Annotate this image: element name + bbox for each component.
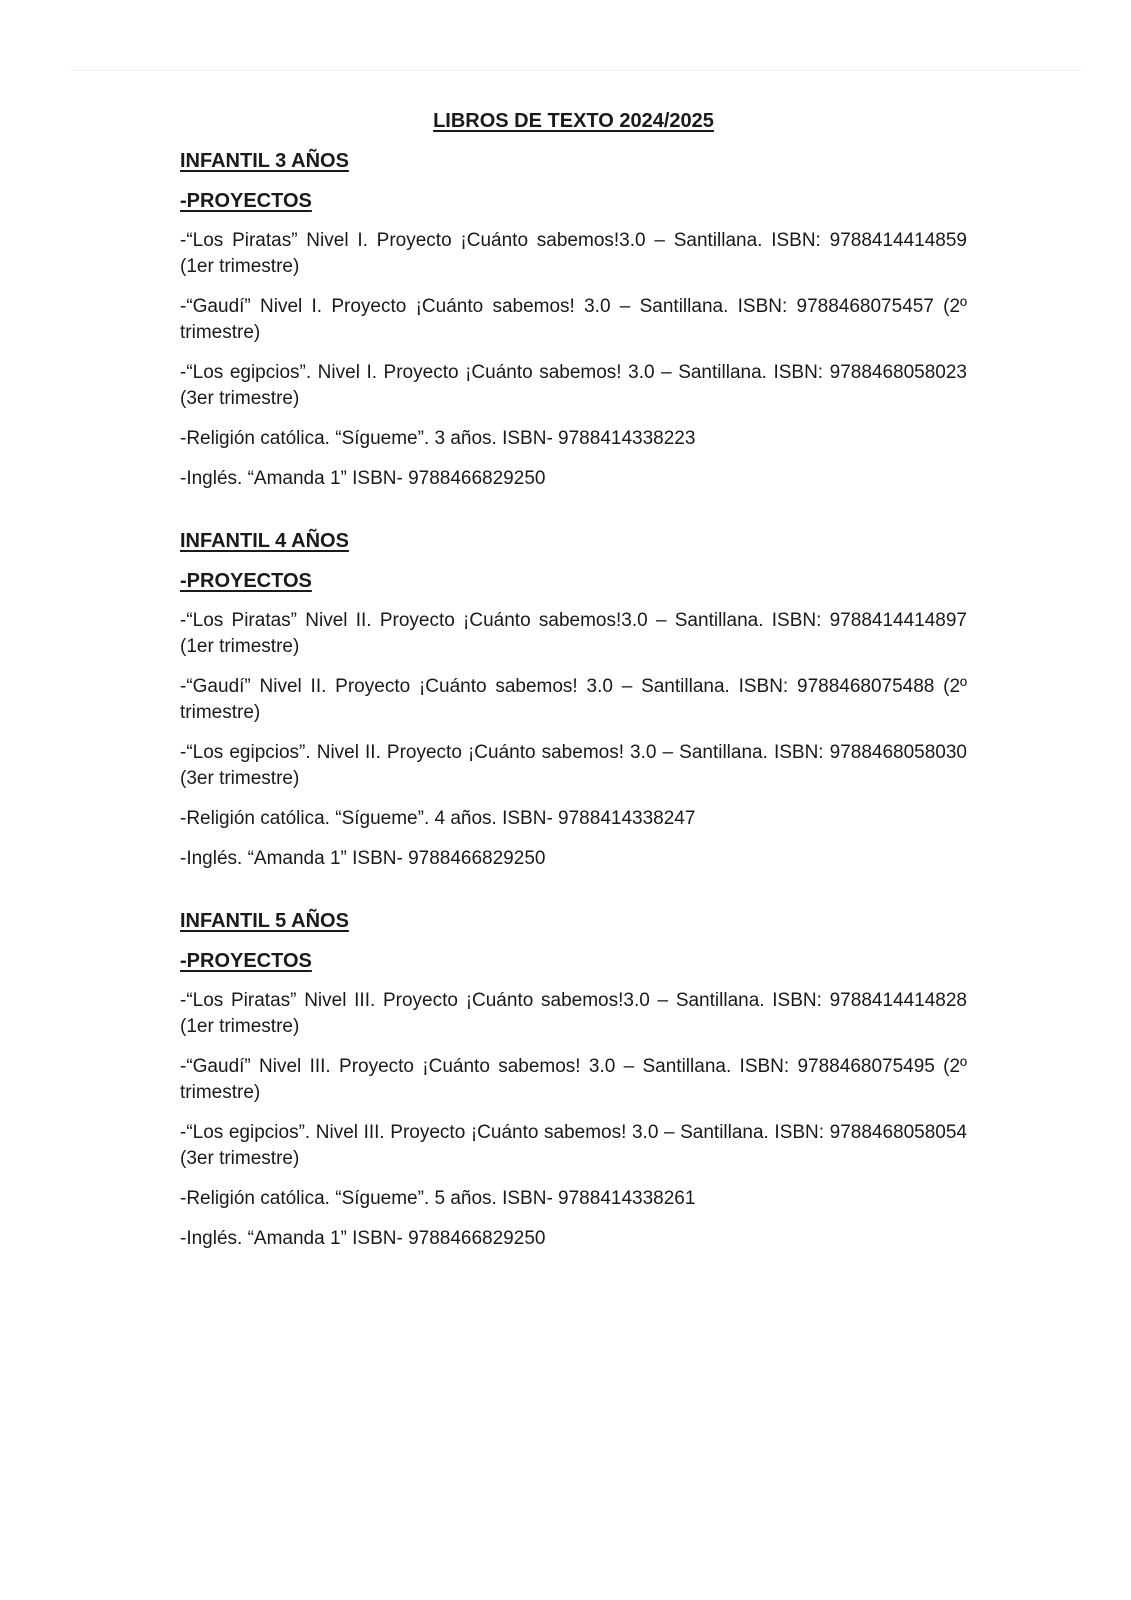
page-top-edge bbox=[70, 70, 1081, 71]
section-heading: INFANTIL 3 AÑOS bbox=[180, 150, 349, 172]
book-entry: -Inglés. “Amanda 1” ISBN- 9788466829250 bbox=[180, 848, 546, 869]
section-infantil-3 bbox=[180, 148, 967, 492]
section-heading: INFANTIL 5 AÑOS bbox=[180, 910, 349, 932]
subsection-heading: -PROYECTOS bbox=[180, 950, 312, 972]
book-entry: -Inglés. “Amanda 1” ISBN- 9788466829250 bbox=[180, 1228, 546, 1249]
book-entry: -“Gaudí” Nivel I. Proyecto ¡Cuánto sabemos! 3.0 – Santillana. ISBN: 9788468075457 (2º trimestre) bbox=[180, 296, 967, 343]
section-infantil-5 bbox=[180, 908, 967, 1252]
document-title: LIBROS DE TEXTO 2024/2025 bbox=[433, 110, 714, 132]
document-body bbox=[180, 108, 967, 1288]
book-entry: -“Los Piratas” Nivel I. Proyecto ¡Cuánto sabemos!3.0 – Santillana. ISBN: 9788414414859 (1er trimestre) bbox=[180, 230, 967, 277]
book-entry: -“Los egipcios”. Nivel III. Proyecto ¡Cuánto sabemos! 3.0 – Santillana. ISBN: 9788468058054 (3er trimestre) bbox=[180, 1122, 967, 1169]
book-entry: -“Gaudí” Nivel III. Proyecto ¡Cuánto sabemos! 3.0 – Santillana. ISBN: 9788468075495 (2º trimestre) bbox=[180, 1056, 967, 1103]
book-entry: -“Gaudí” Nivel II. Proyecto ¡Cuánto sabemos! 3.0 – Santillana. ISBN: 9788468075488 (2º trimestre) bbox=[180, 676, 967, 723]
book-entry: -Religión católica. “Sígueme”. 5 años. ISBN- 9788414338261 bbox=[180, 1188, 696, 1209]
book-entry: -“Los Piratas” Nivel III. Proyecto ¡Cuánto sabemos!3.0 – Santillana. ISBN: 9788414414828 (1er trimestre) bbox=[180, 990, 967, 1037]
subsection-heading: -PROYECTOS bbox=[180, 190, 312, 212]
book-entry: -“Los egipcios”. Nivel I. Proyecto ¡Cuánto sabemos! 3.0 – Santillana. ISBN: 9788468058023 (3er trimestre) bbox=[180, 362, 967, 409]
book-entry: -Religión católica. “Sígueme”. 4 años. ISBN- 9788414338247 bbox=[180, 808, 696, 829]
book-entry: -“Los egipcios”. Nivel II. Proyecto ¡Cuánto sabemos! 3.0 – Santillana. ISBN: 9788468058030 (3er trimestre) bbox=[180, 742, 967, 789]
book-entry: -“Los Piratas” Nivel II. Proyecto ¡Cuánto sabemos!3.0 – Santillana. ISBN: 9788414414897 (1er trimestre) bbox=[180, 610, 967, 657]
book-entry: -Religión católica. “Sígueme”. 3 años. ISBN- 9788414338223 bbox=[180, 428, 696, 449]
subsection-heading: -PROYECTOS bbox=[180, 570, 312, 592]
section-heading: INFANTIL 4 AÑOS bbox=[180, 530, 349, 552]
section-infantil-4 bbox=[180, 528, 967, 872]
book-entry: -Inglés. “Amanda 1” ISBN- 9788466829250 bbox=[180, 468, 546, 489]
